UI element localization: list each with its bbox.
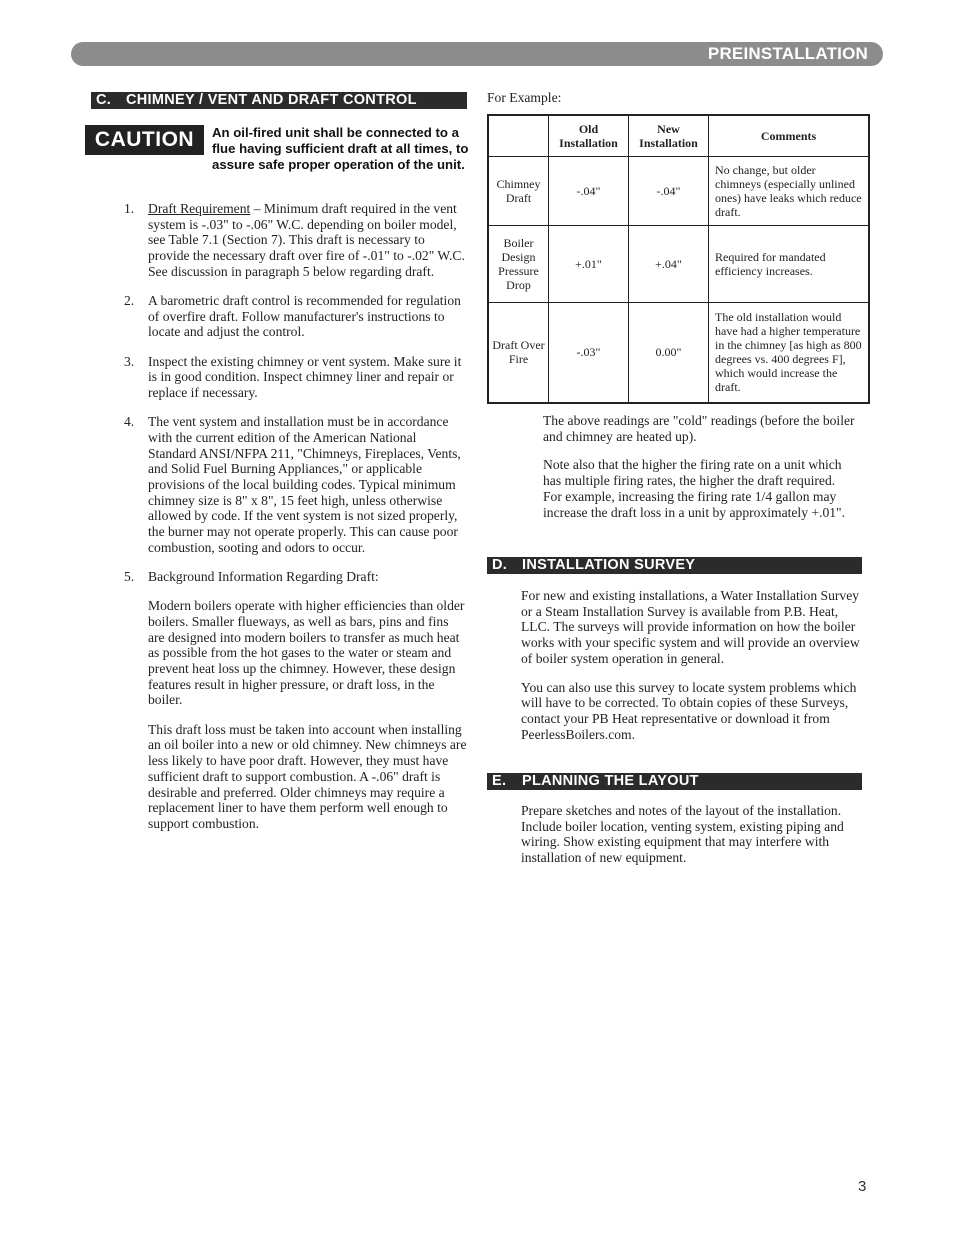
table-row [488,226,869,303]
page-section-title: PREINSTALLATION [707,44,868,63]
list-item-number: 4. [124,414,135,430]
section-d-title: INSTALLATION SURVEY [522,557,696,573]
section-c-letter: C. [96,92,112,108]
table-cell-old: -.03" [549,303,629,403]
header-bar [71,42,883,66]
example-label: For Example: [487,90,562,105]
table-cell-old: +.01" [549,226,629,303]
layout-text [521,803,866,879]
table-header-comments: Comments [709,115,870,157]
draft-example-table [487,114,870,404]
table-cell-new: -.04" [629,157,709,226]
example-notes [543,413,855,533]
example-note-1: The above readings are "cold" readings (before the boiler and chimney are heated up). [543,413,855,444]
list-item-paragraph: This draft loss must be taken into account when installing an oil boiler into a new or old chimney. New chimneys are less likely to have poor draft. However, they must have sufficient draft to support combustion. A -.06" draft is desirable and preferred. Older chimneys may require a replacement liner to have them perform well enough to support combustion. [148,721,467,831]
section-c-title: CHIMNEY / VENT AND DRAFT CONTROL [126,92,417,108]
table-header-new: New Installation [629,115,709,157]
table-row-label: Boiler Design Pressure Drop [488,226,549,303]
section-d-letter: D. [492,557,508,573]
list-item [118,354,468,401]
list-item-number: 2. [124,293,135,309]
list-item [118,414,468,555]
caution-label: CAUTION [85,125,204,155]
list-item-paragraph: Modern boilers operate with higher efficiencies than older boilers. Smaller flueways, as well as bars, pins and fins are designed into modern boilers to transfer as much heat as possible from the hot gases to the water or steam and prevent heat loss up the chimney. However, these design features result in higher pressure, or draft loss, in the boiler. [148,598,465,708]
table-header-old: Old Installation [549,115,629,157]
list-item-number: 3. [124,353,135,369]
list-item-text: Inspect the existing chimney or vent system. Make sure it is in good condition. Inspect chimney liner and repair or replace if necessary. [148,353,462,401]
list-item [118,201,468,280]
section-e-letter: E. [492,773,507,789]
list-item-text: A barometric draft control is recommended for regulation of overfire draft. Follow manufacturer's instructions to locate and adjust the control. [148,293,461,340]
table-header-blank [488,115,549,157]
list-item-lead: Draft Requirement [148,201,251,216]
table-header-row [488,115,869,157]
table-row [488,303,869,403]
list-item [118,293,468,340]
section-e-title: PLANNING THE LAYOUT [522,773,699,789]
section-e-heading [487,773,862,790]
table-cell-comment: The old installation would have had a higher temperature in the chimney [as high as 800 degrees vs. 400 degrees F], which would increase the draft. [709,303,870,403]
survey-text [521,588,863,755]
page-number: 3 [858,1178,867,1195]
list-item-number: 1. [124,201,135,216]
table-row-label: Draft Over Fire [488,303,549,403]
list-item [118,569,468,832]
list-item-text: The vent system and installation must be in accordance with the current edition of the American National Standard ANSI/NFPA 211, "Chimneys, Fireplaces, Vents, and Solid Fuel Burning Appliances," or applicable provisions of the local building codes. Typical minimum chimney size is 8" x 8", 15 feet high, unless otherwise allowed by code. If the vent system is not sized properly, the burner may not operate properly. This can cause poor combustion, sooting and odors to occur. [148,414,461,555]
list-item-text: – Minimum draft required in the vent system is -.03" to -.06" W.C. depending on boiler model, see Table 7.1 (Section 7). This draft is necessary to provide the necessary draft over fire of -.01" to -.02" W.C. See discussion in paragraph 5 below regarding draft. [148,201,465,279]
table-row [488,157,869,226]
layout-paragraph-1: Prepare sketches and notes of the layout of the installation. Include boiler location, venting system, existing piping and wiring. Show existing equipment that may interfere with installation of new equipment. [521,803,844,866]
list-item-text: Background Information Regarding Draft: [148,569,379,585]
table-row-label: Chimney Draft [488,157,549,226]
caution-text: An oil-fired unit shall be connected to a flue having sufficient draft at all times, to assure safe proper operation of the unit. [212,125,469,172]
list-item-number: 5. [124,569,135,585]
section-d-heading [487,557,862,574]
section-c-heading [91,92,467,109]
requirements-list [118,201,468,845]
table-cell-comment: Required for mandated efficiency increases. [709,226,870,303]
survey-paragraph-1: For new and existing installations, a Water Installation Survey or a Steam Installation Survey is available from P.B. Heat, LLC. The surveys will provide information on how the boiler works with your specific system and will provide an overview of boiler system operation in general. [521,588,860,666]
survey-paragraph-2: You can also use this survey to locate system problems which will have to be corrected. To obtain copies of these Surveys, contact your PB Heat representative or download it from PeerlessBoilers.com. [521,679,857,742]
table-cell-new: 0.00" [629,303,709,403]
table-cell-new: +.04" [629,226,709,303]
example-note-2: Note also that the higher the firing rate on a unit which has multiple firing rates, the higher the draft required. For example, increasing the firing rate 1/4 gallon may increase the draft loss in a unit by approximately +.01". [543,457,846,520]
table-cell-old: -.04" [549,157,629,226]
table-cell-comment: No change, but older chimneys (especially unlined ones) have leaks which reduce draft. [709,157,870,226]
